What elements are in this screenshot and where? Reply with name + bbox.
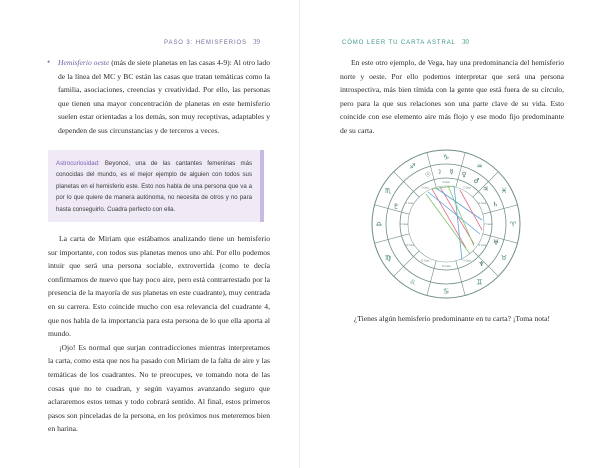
house-divider (394, 172, 419, 197)
bullet-term: Hemisferio oeste (58, 58, 110, 67)
house-label: 6 Casa (478, 202, 487, 205)
birth-chart-wheel (370, 148, 522, 300)
left-body-text (48, 232, 270, 436)
house-divider (394, 251, 419, 276)
zodiac-glyph: ♎ (375, 220, 383, 229)
planet-glyph: ♀ (461, 170, 467, 179)
left-running-head (164, 38, 260, 46)
planet-glyph: ♂ (473, 177, 480, 186)
house-divider (375, 205, 410, 214)
left-running-head-text: PASO 3: HEMISFERIOS (163, 40, 247, 46)
aspect-line-red (460, 190, 482, 230)
house-label: 1 Casa (400, 223, 408, 226)
house-label: 3 Casa (421, 186, 429, 190)
aspect-line-green (426, 194, 470, 254)
house-divider (473, 251, 498, 276)
callout-accent-edge (260, 150, 264, 222)
left-page-number: 39 (253, 38, 260, 46)
right-running-head (342, 38, 469, 46)
house-label: 4 Casa (442, 181, 450, 184)
house-label: 2 Casa (405, 202, 414, 205)
callout-title: Astrocuriosidad: (56, 160, 100, 167)
house-divider (483, 205, 518, 214)
zodiac-glyph: ♋ (442, 287, 450, 296)
planet-glyph: ☉ (424, 170, 431, 179)
zodiac-glyph: ♍ (384, 254, 392, 262)
house-spokes (375, 153, 518, 296)
zodiac-glyph: ♏ (384, 187, 392, 195)
planet-glyph: ☽ (435, 168, 442, 177)
zodiac-glyph: ♉ (500, 254, 508, 262)
house-label: 9 Casa (463, 259, 471, 263)
right-running-head-text: CÓMO LEER TU CARTA ASTRAL (342, 40, 456, 46)
planet-glyph: ♅ (492, 238, 499, 247)
zodiac-glyph: ♒ (476, 162, 483, 171)
zodiac-glyph: ♐ (409, 162, 416, 171)
question-prompt: ¿Tienes algún hemisferio predominante en tu carta? ¡Toma nota! (353, 314, 551, 323)
chart-wheel-group (372, 150, 520, 298)
zodiac-glyph: ♊ (476, 278, 483, 287)
right-body-text (340, 56, 564, 138)
house-label: 7 Casa (484, 223, 492, 226)
house-label: 12 Casa (405, 244, 415, 247)
miriam-paragraph: La carta de Miriam que estábamos analizando tiene un hemisferio sur importante, con todos sus planetas menos uno ahí. Por ello podemos intuir que será una persona sociable, extrovertida (como te decía confirmamos de nuevo que hay poco aire, pero está contrarrestado por la presencia de la mayoría de sus planetas en este cuadrante), muy centrada en su carrera. Esto coincide mucho con esa relevancia del cuadrante 4, que nos habla de la importancia para esta persona de lo que ella aporta al mundo. (48, 234, 270, 339)
zodiac-glyph: ♓ (500, 187, 508, 195)
zodiac-glyph: ♌ (409, 278, 416, 287)
zodiac-glyph: ♈ (509, 220, 517, 229)
planet-glyph: ♇ (393, 202, 400, 211)
house-label: 10 Casa (441, 265, 451, 268)
callout-body: Beyoncé, una de las cantantes femeninas más conocidas del mundo, es el mejor ejemplo de alguien con todos sus planetas en el hemisferio este. Esto nos habla de una persona que va a por lo que quiere de manera autónoma, no necesita de otros y no para hasta conseguirlo. Cuadra perfecto con ella. (56, 160, 252, 213)
planet-glyph: ☿ (449, 167, 454, 176)
zodiac-glyph: ♑ (442, 153, 450, 162)
planet-glyph: ♃ (482, 185, 489, 194)
bullet-diamond-icon: • (47, 57, 51, 67)
ojo-paragraph: ¡Ojo! Es normal que surjan contradicciones mientras interpretamos la carta, como esta que nos ha pasado con Miriam de la falta de aire y las temáticas de los cuadrantes. No te preocupes, ve tomando nota de las cosas que no te cuadran, y según vayamos avanzando seguro que aclararemos estos temas y todo cobrará sentido. Al final, estos primeros pasos son pinceladas de la persona, en los próximos nos meteremos bien en harina. (48, 342, 270, 434)
house-label: 11 Casa (420, 259, 430, 263)
west-hemisphere-bullet (47, 56, 270, 138)
astrocuriosity-callout (48, 150, 264, 222)
bullet-text: (más de siete planetas en las casas 4-9): Al otro lado de la línea del MC y BC están las casas que tratan temáticas como la familia, asociaciones, creencias y creatividad. Por ello, las personas que tienen una mayor concentración de planetas en este hemisferio suelen estar orientadas a los demás, son muy receptivas, adaptables y dependen de sus circunstancias y de terceros a veces. (58, 58, 270, 135)
house-label: 8 Casa (478, 244, 487, 247)
house-divider (375, 234, 410, 243)
aspect-line-blue (454, 186, 462, 260)
house-divider (483, 234, 518, 243)
vega-paragraph: En este otro ejemplo, de Vega, hay una predominancia del hemisferio norte y oeste. Por ello podemos interpretar que será una persona introspectiva, más bien tímida con la gente que está fuera de su círculo, pero para la que sus relaciones son una parte clave de su vida. Esto coincide con ese elemento aire más flojo y ese modo fijo predominante de su carta. (340, 58, 564, 135)
house-divider (427, 261, 436, 296)
house-label: 5 Casa (463, 186, 471, 190)
callout-text (56, 158, 252, 215)
house-divider (456, 261, 465, 296)
planet-glyph: ♆ (478, 259, 485, 268)
right-page-number: 30 (461, 38, 469, 46)
planet-glyph: ♄ (492, 200, 499, 209)
